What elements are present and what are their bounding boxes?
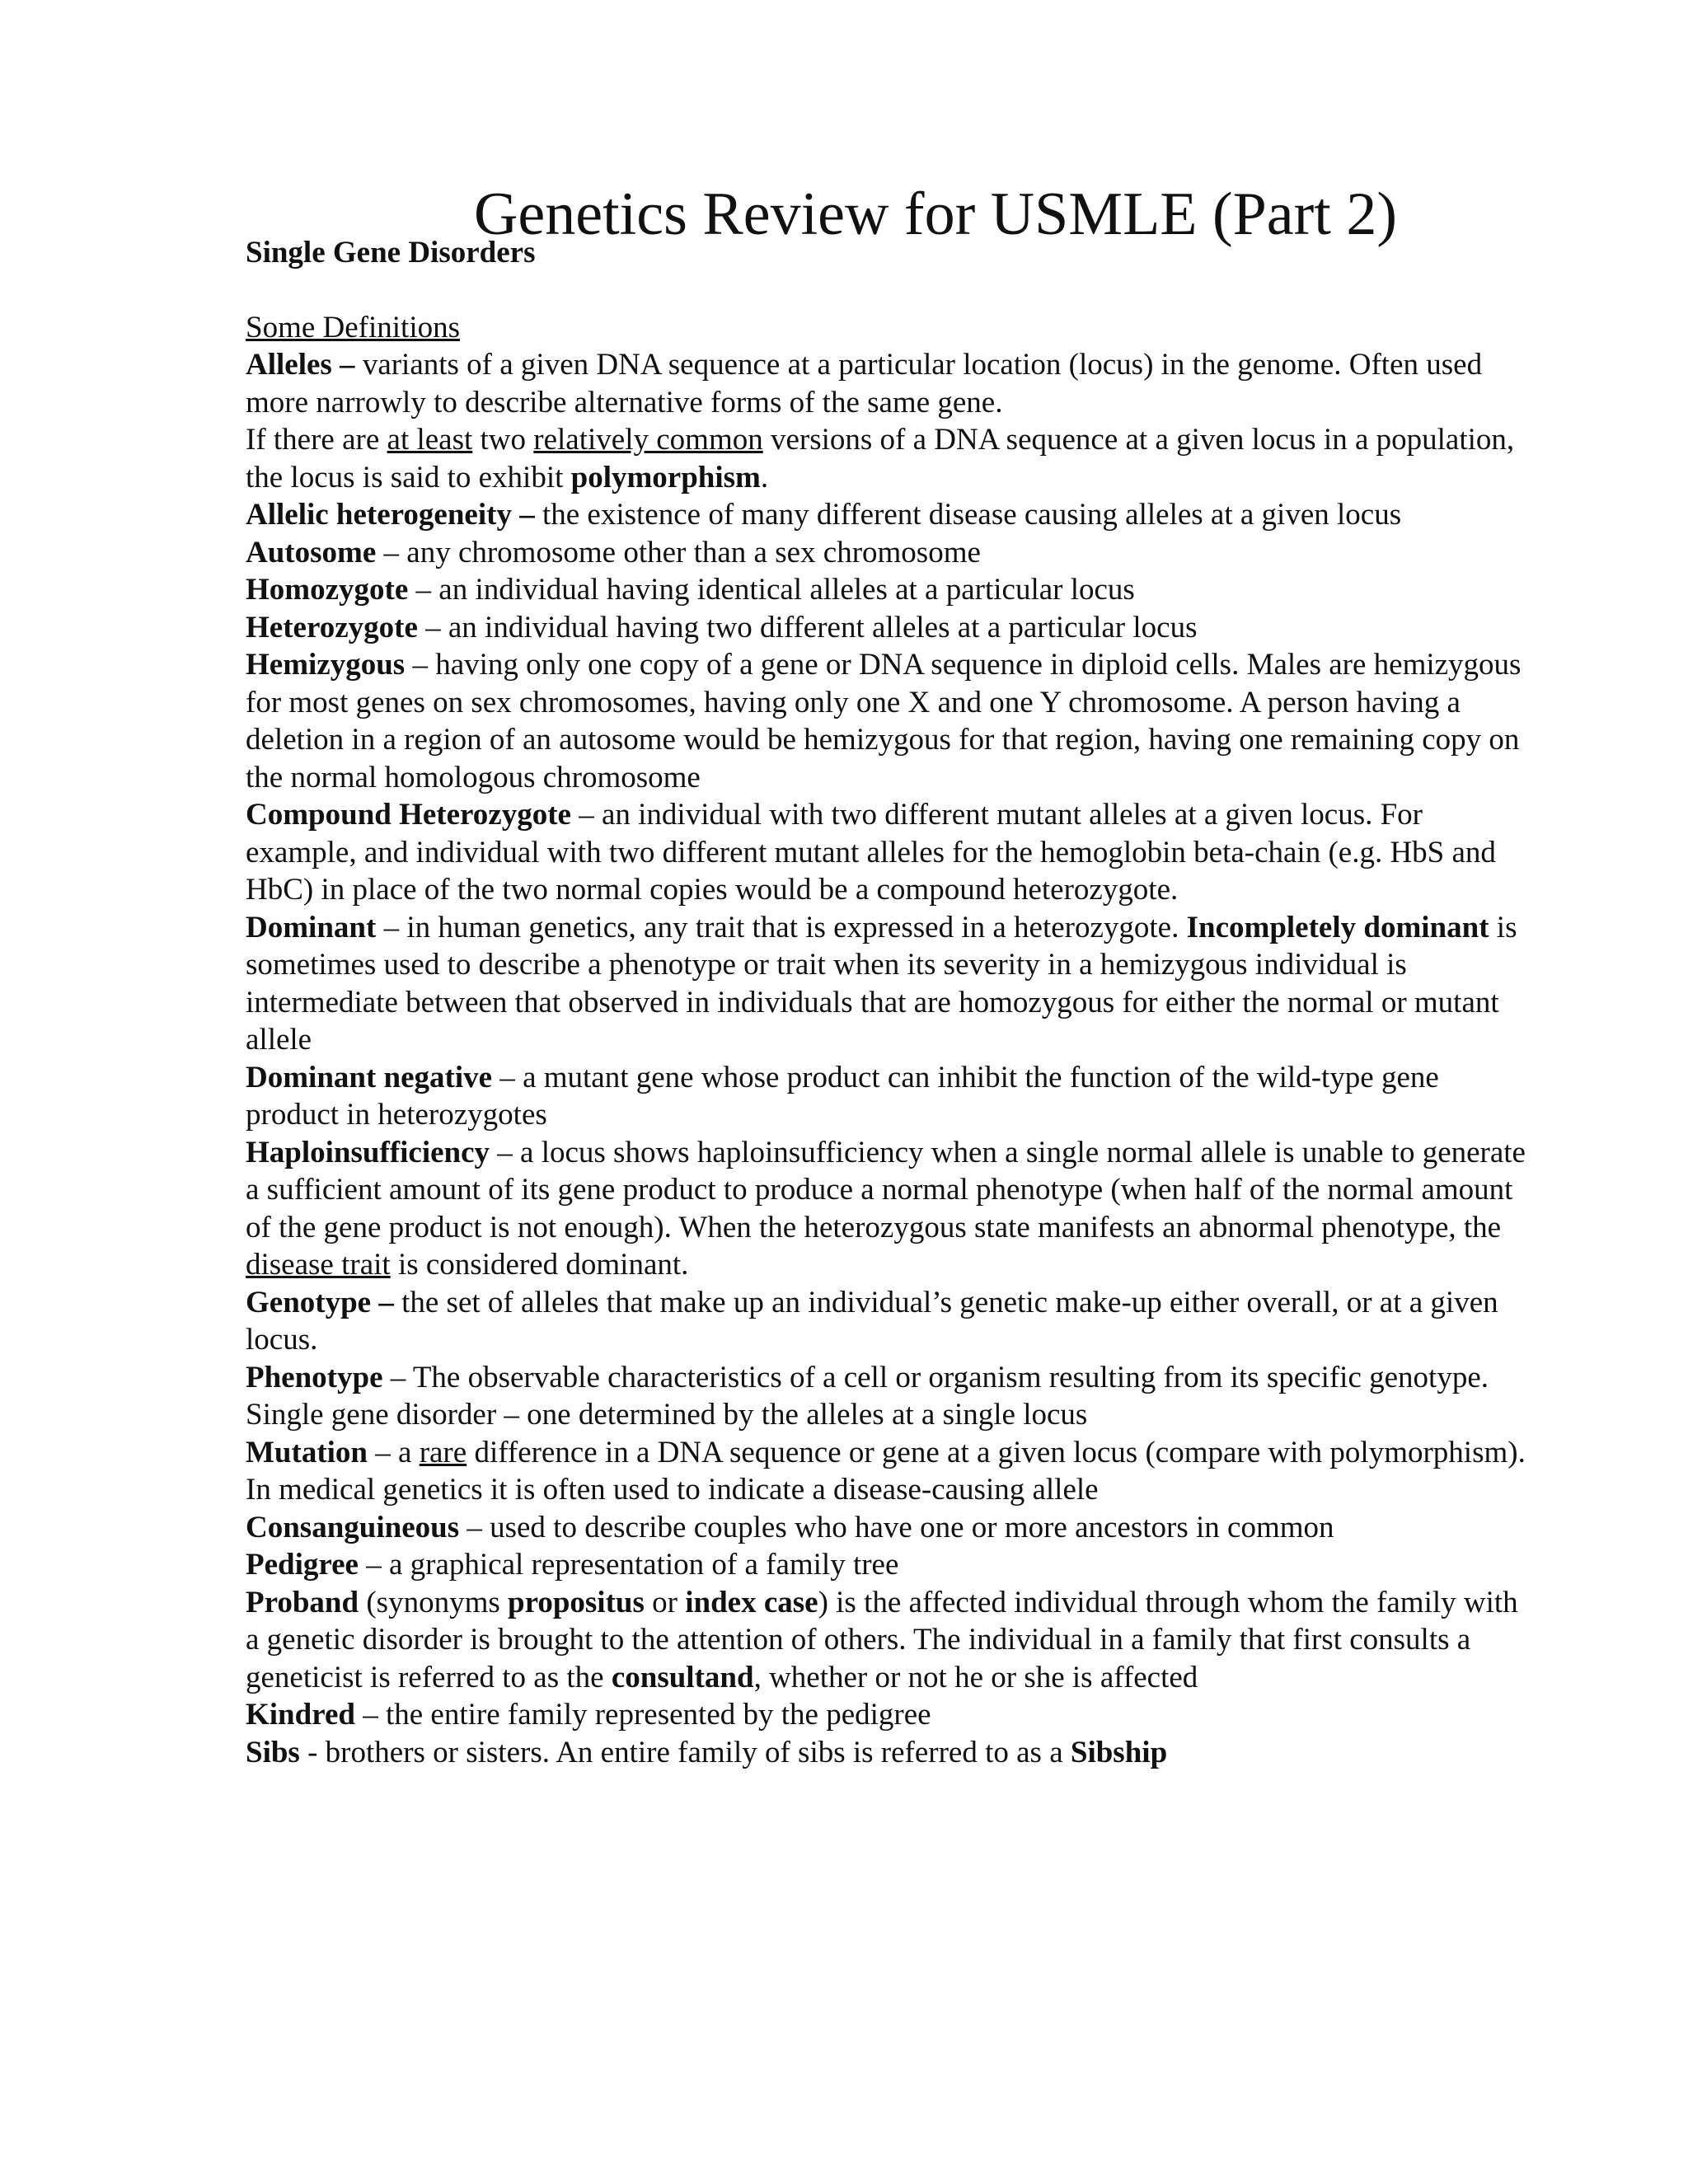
- definition-text: , whether or not he or she is affected: [753, 1660, 1198, 1694]
- definition-kindred: [246, 1696, 1531, 1734]
- definition-text: the existence of many different disease causing alleles at a given locus: [534, 498, 1402, 532]
- term-text: Consanguineous: [246, 1510, 460, 1544]
- term-text: Incompletely dominant: [1186, 910, 1489, 944]
- definition-text: or: [644, 1585, 686, 1619]
- definition-text: is considered dominant.: [390, 1248, 689, 1282]
- definition-text: – an individual with two different mutant alleles at a given locus. For example, and individual with two different mutant alleles for the hemoglobin beta-chain (e.g. HbS and HbC) in place of the two normal copies would be a compound heterozygote.: [246, 798, 1496, 907]
- definition-haploinsufficiency: [246, 1134, 1531, 1284]
- underlined-text: relatively common: [533, 423, 763, 457]
- definition-text: versions of a DNA sequence at a given locus in a population, the locus is said to exhibit: [246, 423, 1515, 494]
- definition-text: – a mutant gene whose product can inhibit the function of the wild-type gene product in heterozygotes: [246, 1060, 1439, 1132]
- term-text: Phenotype: [246, 1360, 383, 1394]
- definition-text: – used to describe couples who have one or more ancestors in common: [459, 1510, 1334, 1544]
- term-text: Sibship: [1070, 1735, 1168, 1769]
- definition-text: – an individual having two different alleles at a particular locus: [417, 610, 1198, 644]
- term-text: Alleles –: [246, 348, 355, 382]
- term-text: Haploinsufficiency: [246, 1135, 490, 1169]
- underlined-text: at least: [387, 423, 473, 457]
- term-text: Dominant negative: [246, 1060, 493, 1094]
- definition-dominant-negative: [246, 1059, 1531, 1134]
- definition-text: – any chromosome other than a sex chromosome: [376, 535, 981, 569]
- definition-text: the set of alleles that make up an individual’s genetic make-up either overall, or at a given locus.: [246, 1285, 1498, 1357]
- definition-autosome: [246, 534, 1531, 572]
- definition-compound-heterozygote: [246, 796, 1531, 909]
- underlined-text: disease trait: [246, 1248, 391, 1282]
- term-text: consultand: [611, 1660, 754, 1694]
- definition-genotype: [246, 1284, 1531, 1359]
- definition-text: – a: [368, 1435, 420, 1469]
- document-title: Genetics Review for USMLE (Part 2): [473, 180, 1397, 248]
- term-text: Pedigree: [246, 1548, 359, 1582]
- definition-heterozygote: [246, 609, 1531, 647]
- definition-proband: [246, 1584, 1531, 1697]
- definition-text: – The observable characteristics of a cell or organism resulting from its specific genotype.: [382, 1360, 1489, 1394]
- definition-text: variants of a given DNA sequence at a particular location (locus) in the genome. Often used more narrowly to describe alternative forms of the same gene.: [246, 348, 1483, 419]
- definition-text: two: [472, 423, 534, 457]
- term-text: Autosome: [246, 535, 377, 569]
- term-text: Sibs: [246, 1735, 300, 1769]
- section-heading: Single Gene Disorders: [246, 235, 536, 269]
- definition-hemizygous: [246, 646, 1531, 796]
- term-text: Homozygote: [246, 573, 409, 607]
- definition-text: is sometimes used to describe a phenotype or trait when its severity in a hemizygous individual is intermediate between that observed in individuals that are homozygous for either the normal or mutant allele: [246, 910, 1517, 1057]
- definition-text: – having only one copy of a gene or DNA sequence in diploid cells. Males are hemizygous for most genes on sex chromosomes, having only one X and one Y chromosome. A person having a deletion in a region of an autosome would be hemizygous for that region, having one remaining copy on the normal homologous chromosome: [246, 648, 1522, 794]
- definition-alleles: [246, 346, 1531, 421]
- term-text: Kindred: [246, 1698, 355, 1732]
- definition-text: (synonyms: [359, 1585, 508, 1619]
- definition-text: .: [760, 460, 769, 494]
- term-text: Genotype –: [246, 1285, 394, 1319]
- definition-text: – a graphical representation of a family tree: [358, 1548, 899, 1582]
- definition-single-gene-disorder: [246, 1396, 1531, 1434]
- definition-pedigree: [246, 1546, 1531, 1584]
- underlined-text: rare: [419, 1435, 467, 1469]
- term-text: index case: [685, 1585, 818, 1619]
- definition-text: – in human genetics, any trait that is expressed in a heterozygote.: [376, 910, 1187, 944]
- definition-text: – a locus shows haploinsufficiency when a single normal allele is unable to generate a sufficient amount of its gene product to produce a normal phenotype (when half of the normal amount of the gene product is not enough). When the heterozygous state manifests an abnormal phenotype, the: [246, 1135, 1526, 1244]
- definition-phenotype: [246, 1359, 1531, 1397]
- term-text: propositus: [508, 1585, 645, 1619]
- definition-polymorphism: [246, 421, 1531, 496]
- term-text: Hemizygous: [246, 648, 406, 682]
- term-text: Dominant: [246, 910, 377, 944]
- definition-homozygote: [246, 571, 1531, 609]
- definition-text: If there are: [246, 423, 387, 457]
- definition-sibs: [246, 1734, 1531, 1772]
- term-text: Heterozygote: [246, 610, 418, 644]
- definition-consanguineous: [246, 1509, 1531, 1547]
- definition-mutation: [246, 1434, 1531, 1509]
- term-text: Compound Heterozygote: [246, 798, 571, 832]
- definitions-list: [246, 346, 1531, 1771]
- definition-text: – the entire family represented by the pedigree: [354, 1698, 931, 1732]
- definition-text: – an individual having identical alleles at a particular locus: [408, 573, 1135, 607]
- document-body: [246, 180, 1531, 1771]
- term-text: Allelic heterogeneity –: [246, 498, 535, 532]
- definition-text: Single gene disorder – one determined by the alleles at a single locus: [246, 1398, 1088, 1432]
- definitions-subheading: Some Definitions: [246, 310, 461, 344]
- definition-text: difference in a DNA sequence or gene at a given locus (compare with polymorphism). In medical genetics it is often used to indicate a disease-causing allele: [246, 1435, 1526, 1507]
- definition-text: ) is the affected individual through whom the family with a genetic disorder is brought to the attention of others. The individual in a family that first consults a geneticist is referred to as the: [246, 1585, 1518, 1694]
- term-text: Mutation: [246, 1435, 368, 1469]
- term-text: Proband: [246, 1585, 359, 1619]
- definition-dominant: [246, 909, 1531, 1059]
- definition-text: - brothers or sisters. An entire family of sibs is referred to as a: [299, 1735, 1071, 1769]
- definition-allelic-heterogeneity: [246, 496, 1531, 534]
- term-text: polymorphism: [570, 460, 761, 494]
